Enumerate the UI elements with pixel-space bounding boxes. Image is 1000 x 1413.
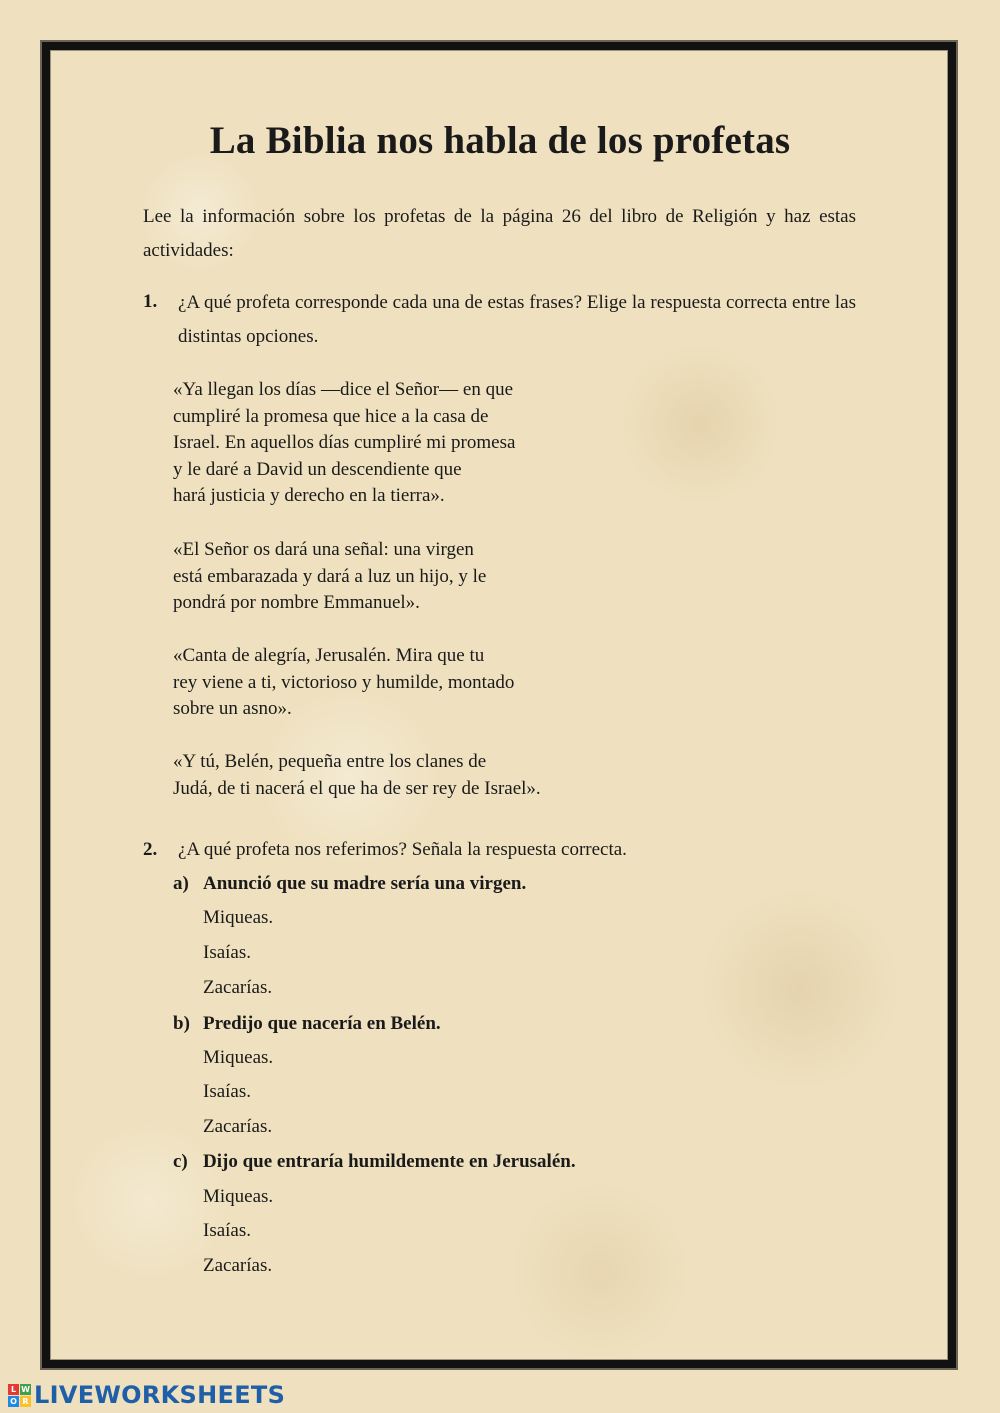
quote-2-line: pondrá por nombre Emmanuel».	[173, 592, 420, 613]
question-2c-letter: c)	[173, 1151, 188, 1172]
option-2a-zacarias[interactable]: Zacarías.	[203, 977, 273, 998]
quote-3-line: rey viene a ti, victorioso y humilde, montado	[173, 671, 515, 693]
logo-cell: W	[21, 1384, 30, 1394]
question-2b-letter: b)	[173, 1013, 190, 1034]
quote-4-line: «Y tú, Belén, pequeña entre los clanes de	[173, 751, 487, 772]
quote-4-line: Judá, de ti nacerá el que ha de ser rey de Israel».	[173, 777, 541, 799]
logo-cell: L	[8, 1384, 19, 1395]
quote-3-line: sobre un asno».	[173, 698, 292, 719]
question-1-number: 1.	[143, 291, 158, 312]
liveworksheets-logo-icon	[8, 1384, 31, 1407]
page-title: La Biblia nos habla de los profetas	[209, 119, 791, 162]
question-2a-letter: a)	[173, 873, 189, 894]
quote-4	[173, 749, 593, 802]
quote-3	[173, 643, 593, 723]
quote-3-line: «Canta de alegría, Jerusalén. Mira que tu	[173, 645, 485, 666]
quote-2-line: «El Señor os dará una señal: una virgen	[173, 539, 474, 560]
option-2c-zacarias[interactable]: Zacarías.	[203, 1255, 273, 1276]
question-2c-text: Dijo que entraría humildemente en Jerusalén.	[203, 1151, 576, 1172]
logo-cell: O	[8, 1396, 19, 1407]
quote-1-line: hará justicia y derecho en la tierra».	[173, 485, 445, 506]
question-2a-text: Anunció que su madre sería una virgen.	[203, 873, 527, 894]
quote-1	[173, 377, 593, 510]
logo-cell: R	[20, 1396, 31, 1407]
option-2c-isaias[interactable]: Isaías.	[203, 1220, 252, 1241]
option-2a-miqueas[interactable]: Miqueas.	[203, 907, 274, 928]
question-2b-text: Predijo que nacería en Belén.	[203, 1013, 441, 1034]
intro-text: Lee la información sobre los profetas de la página 26 del libro de Religión y haz estas actividades:	[143, 206, 856, 261]
quote-1-line: cumpliré la promesa que hice a la casa de	[173, 405, 489, 427]
question-2-number: 2.	[143, 839, 158, 860]
option-2a-isaias[interactable]: Isaías.	[203, 942, 252, 963]
quote-1-line: «Ya llegan los días —dice el Señor— en que	[173, 379, 514, 400]
question-2-text: ¿A qué profeta nos referimos? Señala la respuesta correcta.	[178, 839, 627, 860]
quote-1-line: y le daré a David un descendiente que	[173, 458, 462, 480]
liveworksheets-brand[interactable]	[8, 1382, 285, 1408]
option-2b-isaias[interactable]: Isaías.	[203, 1081, 252, 1102]
quote-2	[173, 537, 593, 617]
quote-1-line: Israel. En aquellos días cumpliré mi promesa	[173, 432, 516, 453]
option-2b-miqueas[interactable]: Miqueas.	[203, 1047, 274, 1068]
question-1-text: ¿A qué profeta corresponde cada una de estas frases? Elige la respuesta correcta entre las distintas opciones.	[178, 292, 856, 347]
quote-2-line: está embarazada y dará a luz un hijo, y le	[173, 565, 487, 587]
option-2b-zacarias[interactable]: Zacarías.	[203, 1116, 273, 1137]
brand-name: LIVEWORKSHEETS	[34, 1381, 286, 1409]
option-2c-miqueas[interactable]: Miqueas.	[203, 1186, 274, 1207]
